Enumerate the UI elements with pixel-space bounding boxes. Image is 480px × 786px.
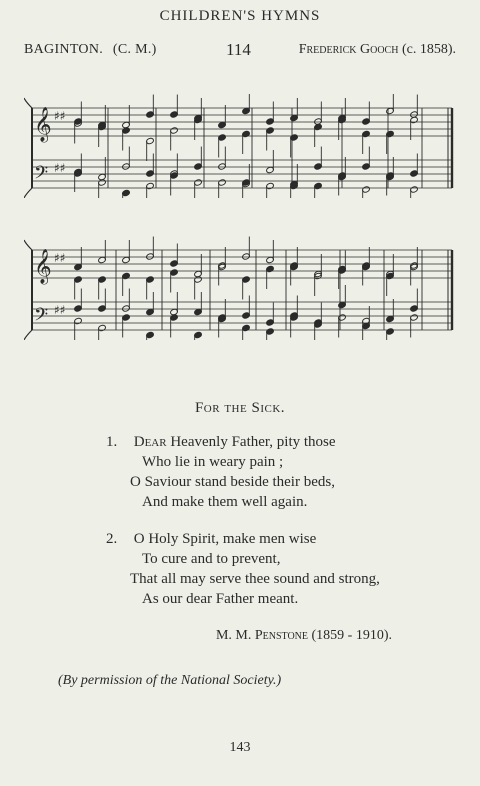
composer-dates: (c. 1858). <box>401 42 456 57</box>
key-signature: ♯♯ <box>54 161 66 175</box>
verse-line: Heavenly Father, pity those <box>170 434 336 450</box>
author-name: M. M. Penstone <box>215 628 308 643</box>
key-signature: ♯♯ <box>54 109 66 123</box>
verse-number: 2. <box>106 531 118 547</box>
verse-line: Who lie in weary pain ; <box>142 454 284 470</box>
composer-credit <box>299 42 456 58</box>
treble-clef: 𝄞 <box>34 107 52 142</box>
running-head: CHILDREN'S HYMNS <box>159 8 321 24</box>
treble-clef: 𝄞 <box>34 249 52 284</box>
verse-line: And make them well again. <box>142 494 308 510</box>
verse-2 <box>106 529 380 609</box>
bass-clef: 𝄢 <box>34 163 49 188</box>
author-dates: (1859 - 1910). <box>311 628 392 643</box>
permission-note: (By permission of the National Society.) <box>58 673 282 688</box>
author-credit <box>216 628 392 644</box>
bracket-hook <box>24 240 32 340</box>
verse-line: As our dear Father meant. <box>142 591 299 607</box>
bracket-hook <box>24 98 32 198</box>
tune-meter: (C. M.) <box>112 42 157 57</box>
verse-line: To cure and to prevent, <box>142 551 281 567</box>
key-signature: ♯♯ <box>54 251 66 265</box>
verse-line: O Saviour stand beside their beds, <box>130 474 335 490</box>
page-number: 143 <box>229 740 251 755</box>
bass-clef: 𝄢 <box>34 305 49 330</box>
score-system-1 <box>24 94 456 198</box>
verse-first-word: Dear <box>133 434 167 450</box>
hymn-number: 114 <box>226 40 251 59</box>
composer-name: Frederick Gooch <box>298 42 399 57</box>
verse-line: O Holy Spirit, make men wise <box>133 531 317 547</box>
score-system-2 <box>24 236 456 340</box>
tune-name: BAGINTON. <box>24 42 104 57</box>
verse-line: That all may serve thee sound and strong, <box>130 571 380 587</box>
hymn-title: For the Sick. <box>194 400 286 416</box>
key-signature: ♯♯ <box>54 303 66 317</box>
tune-heading <box>24 42 157 58</box>
verse-1 <box>106 432 336 512</box>
verse-number: 1. <box>106 434 118 450</box>
